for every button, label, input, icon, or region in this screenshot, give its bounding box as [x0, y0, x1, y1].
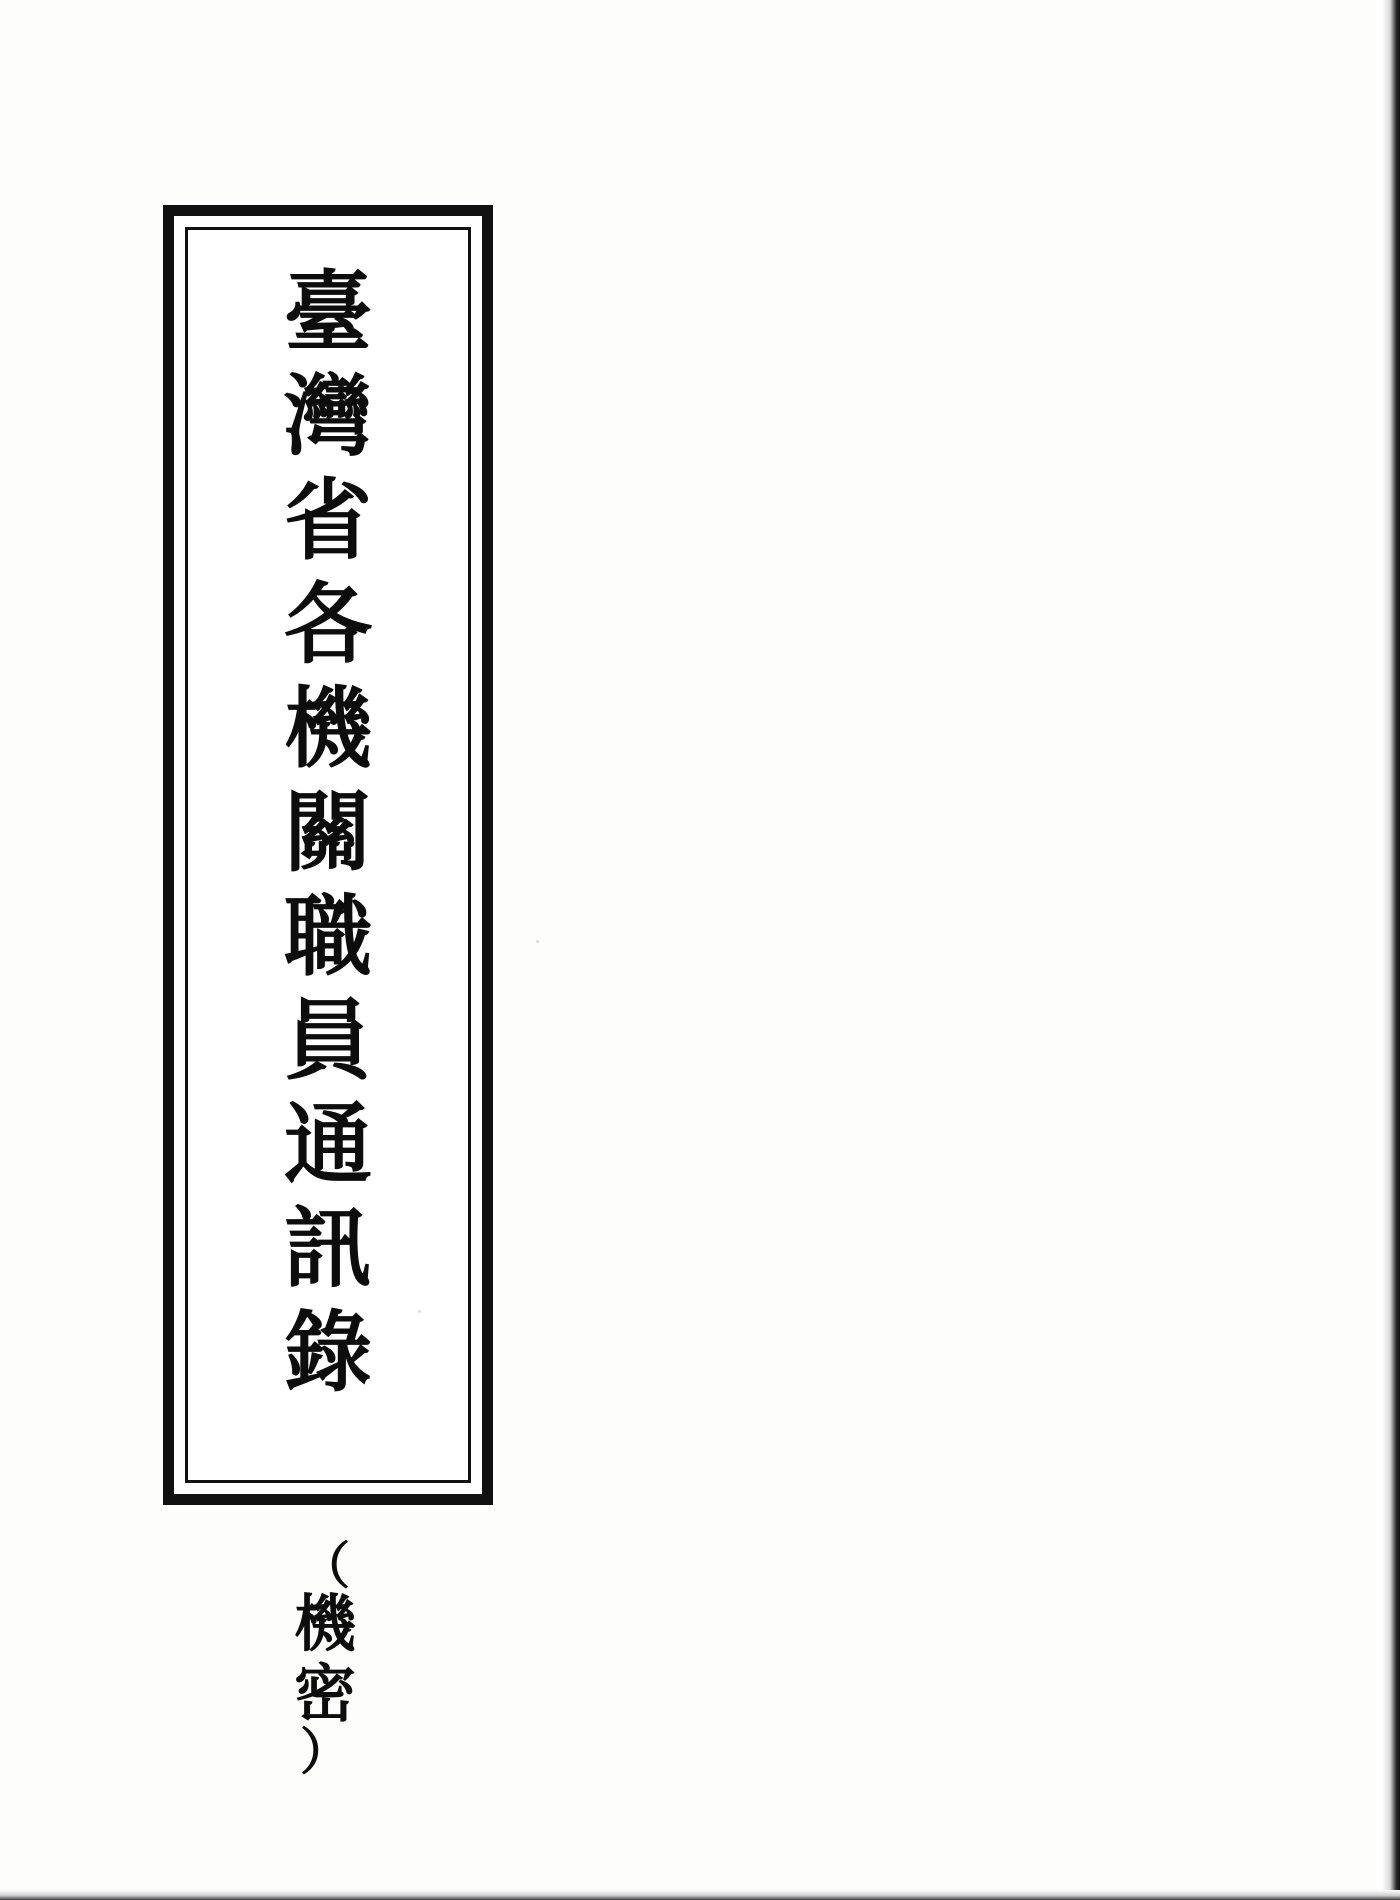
title-char-1: 臺 — [283, 260, 372, 364]
scan-edge-bottom — [0, 1890, 1400, 1900]
title-char-5: 機 — [283, 676, 372, 780]
vertical-title-text — [188, 230, 468, 1480]
title-char-7: 職 — [283, 884, 372, 988]
classification-char-2: 密 — [293, 1657, 356, 1730]
title-cartouche-border — [163, 205, 493, 1505]
scan-edge-right — [1382, 0, 1400, 1900]
scan-speckle — [418, 1310, 421, 1313]
scan-speckle — [536, 940, 539, 943]
title-cartouche-inner-rule — [185, 227, 471, 1483]
title-char-8: 員 — [283, 988, 372, 1092]
classification-close-paren: ） — [300, 1722, 350, 1781]
classification-marking — [255, 1536, 395, 1781]
title-char-6: 關 — [283, 780, 372, 884]
title-char-10: 訊 — [283, 1196, 372, 1300]
title-char-4: 各 — [283, 572, 372, 676]
classification-open-paren: （ — [300, 1536, 350, 1595]
title-char-9: 通 — [283, 1092, 372, 1196]
title-char-2: 灣 — [283, 364, 372, 468]
title-char-3: 省 — [283, 468, 372, 572]
title-char-11: 錄 — [283, 1300, 372, 1404]
classification-char-1: 機 — [293, 1587, 356, 1660]
